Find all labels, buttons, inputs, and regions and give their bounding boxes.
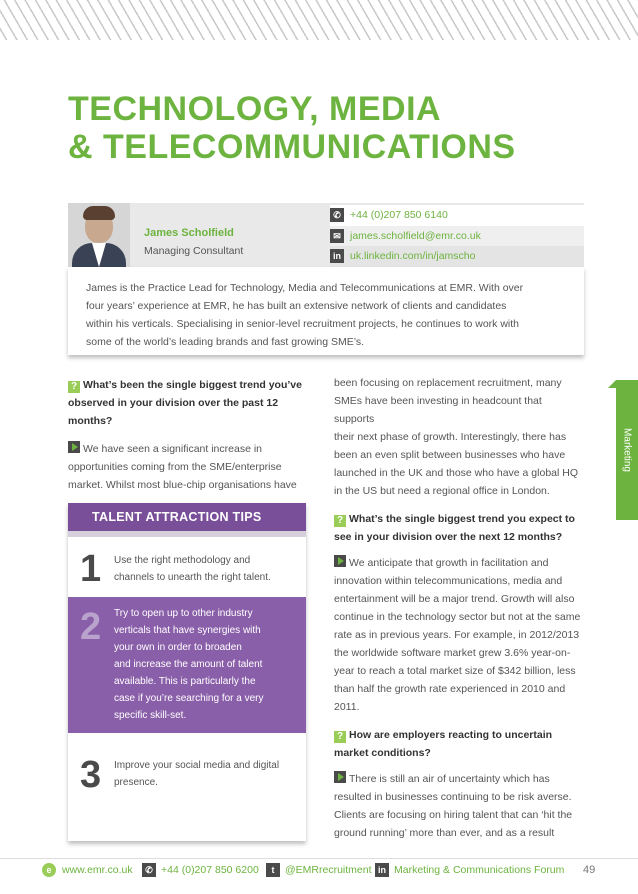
page-title xyxy=(68,90,516,166)
header-hatch-pattern xyxy=(0,0,638,40)
answer-2: We anticipate that growth in facilitation and innovation within telecommunications, media and entertainment will be a major trend. Growth will also continue in the technology sector but not at the same rate as in previous years. For example, in 2012/2013 the worldwide software market grew 3.6% year-on- year to reach a total market size of $342 billion, less than half the growth rate experienced in 2010 and 2011. xyxy=(334,557,581,713)
answer-arrow-icon xyxy=(334,771,346,783)
twitter-icon: t xyxy=(266,863,280,877)
email-icon: ✉ xyxy=(330,229,344,243)
footer xyxy=(0,858,638,894)
tip-text: Improve your social media and digital presence. xyxy=(114,760,280,788)
footer-twitter-link[interactable]: @EMRrecruitment xyxy=(285,864,372,876)
linkedin-icon: in xyxy=(375,863,389,877)
tip-item-2 xyxy=(68,597,306,733)
profile-card xyxy=(68,203,584,267)
column-left xyxy=(68,376,316,494)
profile-name: James Scholfield xyxy=(144,227,234,239)
contact-phone-text: +44 (0)207 850 6140 xyxy=(350,209,448,221)
tips-heading: TALENT ATTRACTION TIPS xyxy=(68,503,306,531)
bio-text: James is the Practice Lead for Technology, Media and Telecommunications at EMR. With over four years’ experience at EMR, he has built an extensive network of clients and candidates within his verticals. Specialising in senior-level recruitment projects, he continues to work with some of the world’s leading brands and fast growing SME’s. xyxy=(86,282,524,348)
paragraph-continued: been focusing on replacement recruitment, many SMEs have been investing in headcount that supports their next phase of growth. Interestingly, there has been an even split between businesses who have launched in the UK and those who have a global HQ in the US but need a regional office in London. xyxy=(334,377,578,497)
profile-photo xyxy=(68,203,130,267)
tip-text: Use the right methodology and channels to unearth the right talent. xyxy=(114,555,271,583)
tip-number: 3 xyxy=(80,754,102,796)
contact-linkedin-text: uk.linkedin.com/in/jamscho xyxy=(350,250,476,262)
contact-phone[interactable] xyxy=(330,205,584,226)
question-3: ? How are employers reacting to uncertain market conditions? xyxy=(334,729,553,759)
contact-email-text: james.scholfield@emr.co.uk xyxy=(350,230,481,242)
linkedin-icon: in xyxy=(330,249,344,263)
title-line-2: & TELECOMMUNICATIONS xyxy=(68,128,516,166)
tip-item-1 xyxy=(68,537,306,597)
question-2: ? What’s the single biggest trend you expect to see in your division over the next 12 months? xyxy=(334,513,575,543)
footer-website-link[interactable]: www.emr.co.uk xyxy=(62,864,133,876)
question-icon: ? xyxy=(334,731,346,743)
footer-rule xyxy=(0,858,638,859)
profile-identity xyxy=(68,203,330,267)
phone-icon: ✆ xyxy=(142,863,156,877)
contact-linkedin[interactable] xyxy=(330,246,584,267)
answer-1: We have seen a significant increase in opportunities coming from the SME/enterprise market. Whilst most blue-chip organisations have xyxy=(68,443,297,491)
answer-3: There is still an air of uncertainty which has resulted in businesses continuing to be risk averse. Clients are focusing on hiring talent that can ‘hit the ground running’ more than ever, and as a result xyxy=(334,773,573,839)
title-line-1: TECHNOLOGY, MEDIA xyxy=(68,90,442,128)
footer-phone[interactable]: +44 (0)207 850 6200 xyxy=(161,864,259,876)
question-icon: ? xyxy=(68,381,80,393)
tip-number: 1 xyxy=(80,548,102,590)
bio-box xyxy=(68,267,584,355)
contact-email[interactable] xyxy=(330,226,584,247)
question-icon: ? xyxy=(334,515,346,527)
tip-item-3 xyxy=(68,733,306,841)
tip-text: Try to open up to other industry verticals that have synergies with your own in order to broaden and increase the amount of talent available. This is particularly the case if you’re searching for a very specific skill-set. xyxy=(114,608,264,721)
section-tab-marketing xyxy=(616,380,638,520)
footer-forum-link[interactable]: Marketing & Communications Forum xyxy=(394,864,565,876)
tip-number: 2 xyxy=(80,606,102,648)
page-number: 49 xyxy=(583,864,596,876)
question-1: ? What’s been the single biggest trend you’ve observed in your division over the past 12 months? xyxy=(68,379,302,427)
answer-arrow-icon xyxy=(68,441,80,453)
phone-icon: ✆ xyxy=(330,208,344,222)
section-tab-label: Marketing xyxy=(621,428,633,472)
globe-icon: e xyxy=(42,863,56,877)
column-right xyxy=(334,374,582,842)
answer-arrow-icon xyxy=(334,555,346,567)
profile-role: Managing Consultant xyxy=(144,245,244,257)
talent-tips-box xyxy=(68,503,306,841)
